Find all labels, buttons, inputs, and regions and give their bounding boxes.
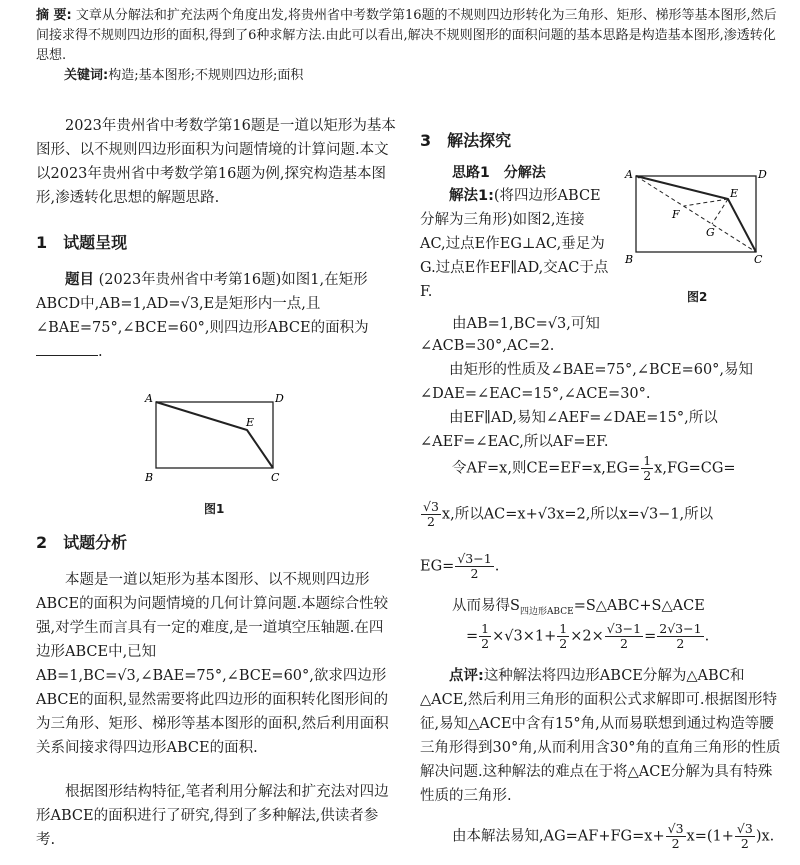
- left-intro: [36, 114, 396, 210]
- abstract-text: 文章从分解法和扩充法两个角度出发,将贵州省中考数学第16题的不规则四边形转化为三角形、矩形、梯形等基本图形,然后间接求得不规则四边形的面积,得到了6种求解方法.由此可以看出,解决不规则图形的面积问题的基本思路是构造基本图形,渗透转化思想.: [36, 8, 777, 63]
- fig1-rectangle: [156, 402, 273, 468]
- line-rect-property: 由矩形的性质及∠BAE=75°,∠BCE=60°,易知∠DAE=∠EAC=15°,∠ACE=30°.: [420, 362, 754, 402]
- problem-label: 题目: [65, 272, 94, 288]
- fig2-segment-EF: [684, 199, 728, 206]
- line-acb: ∠ACB=30°,AC=2.: [420, 338, 555, 354]
- fig1-label-A: A: [145, 392, 153, 405]
- line-ac-sum: $\frac{√3}{2}$ x,所以AC=x+√3x=2,所以x=√3−1,所以: [423, 499, 714, 529]
- line-eg-value: EG= $\frac{√3-1}{2}$ .: [420, 551, 500, 581]
- fig1-label-E: E: [246, 416, 255, 429]
- problem-text: (2023年贵州省中考第16题)如图1,在矩形ABCD中,AB=1,AD=√3,E是矩形内一点,且∠BAE=75°,∠BCE=60°,则四边形ABCE的面积为: [36, 272, 369, 336]
- line-area-computation: = $\frac{1}{2}$ ×√3×1+ $\frac{1}{2}$ ×2× $\frac{√3-1}{2}$ = $\frac{2√3-1}{2}$ .: [466, 621, 710, 651]
- abstract-label: 摘 要:: [36, 8, 72, 23]
- line-area-formula: 从而易得$S_{四边形ABCE}=S\triangle ABC+S\triangle ACE$: [452, 598, 705, 617]
- abstract: [36, 6, 788, 66]
- keywords: [64, 66, 303, 86]
- fig1-quadrilateral-edge: [156, 402, 273, 468]
- analysis-paragraph-1: 本题是一道以矩形为基本图形、以不规则四边形ABCE的面积为问题情境的几何计算问题.本题综合性较强,对学生而言具有一定的难度,是一道填空压轴题.在四边形ABCE中,已知AB=1,BC=√3,∠BAE=75°,∠BCE=60°,欲求四边形ABCE的面积,显然需要将此四边形的面积转化图形间的为三角形、矩形、梯形等基本图形的面积,然后利用面积关系间接求得四边形ABCE的面积.: [36, 572, 389, 756]
- problem-statement: 题目 (2023年贵州省中考第16题)如图1,在矩形ABCD中,AB=1,AD=√3,E是矩形内一点,且∠BAE=75°,∠BCE=60°,则四边形ABCE的面积为.: [36, 272, 369, 360]
- fig2-segment-EG: [712, 199, 728, 224]
- fraction-root3-half: $\frac{√3}{2}$: [423, 499, 439, 529]
- line-ag-value: 由本解法易知,AG=AF+FG=x+ $\frac{√3}{2}$ x=(1+ $\frac{√3}{2}$ )x.: [452, 821, 775, 851]
- analysis-paragraph-2: 根据图形结构特征,笔者利用分解法和扩充法对四边形ABCE的面积进行了研究,得到了多种解法,供读者参考.: [36, 784, 389, 848]
- fig2-label-F: F: [672, 208, 680, 221]
- section-2-heading: 2 试题分析: [36, 533, 128, 552]
- fig2-label-B: B: [625, 253, 634, 266]
- section-3-heading: 3 解法探究: [420, 131, 512, 150]
- keywords-label: 关键词:: [64, 68, 109, 83]
- figure-1-caption: 图1: [204, 502, 225, 516]
- fig1-label-C: C: [271, 471, 280, 484]
- area-result-fraction: $\frac{2√3-1}{2}$: [659, 621, 702, 651]
- section-1-heading: 1 试题呈现: [36, 233, 128, 252]
- line-let-af: 令AF=x,则CE=EF=x,EG= $\frac{1}{2}$ x,FG=CG=: [452, 453, 736, 483]
- fig2-label-E: E: [730, 187, 739, 200]
- comment-label: 点评:: [449, 668, 484, 684]
- fig2-label-A: A: [625, 168, 633, 181]
- fig1-label-B: B: [145, 471, 154, 484]
- idea-1-heading: 思路1 分解法: [452, 165, 546, 181]
- fraction-root3-minus1-half: $\frac{√3-1}{2}$: [457, 551, 492, 581]
- fraction-one-half: $\frac{1}{2}$: [643, 453, 652, 483]
- fig2-label-G: G: [706, 226, 715, 239]
- method-1-text: 解法1:(将四边形ABCE分解为三角形)如图2,连接AC,过点E作EG⊥AC,垂足为G.过点E作EF∥AD,交AC于点F.: [420, 188, 609, 300]
- figure-1: [140, 388, 290, 488]
- answer-blank: [36, 341, 98, 356]
- fig2-label-D: D: [758, 168, 767, 181]
- line-ab-bc: 由AB=1,BC=√3,可知: [452, 316, 600, 332]
- method-1-label: 解法1:: [449, 188, 494, 204]
- comment-paragraph: 点评:这种解法将四边形ABCE分解为△ABC和△ACE,然后利用三角形的面积公式求解即可.根据图形特征,易知△ACE中含有15°角,从而易联想到通过构造等腰三角形得到30°角,从而利用含30°角的直角三角形的性质解决问题.这种解法的难点在于将△ACE分解为具有特殊性质的三角形.: [420, 668, 781, 804]
- line-ef-parallel: 由EF∥AD,易知∠AEF=∠DAE=15°,所以∠AEF=∠EAC,所以AF=EF.: [420, 410, 718, 450]
- fig1-label-D: D: [275, 392, 284, 405]
- intro-paragraph: 2023年贵州省中考数学第16题是一道以矩形为基本图形、以不规则四边形面积为问题情境的计算问题.本文以2023年贵州省中考数学第16题为例,探究构造基本图形,渗透转化思想的解题思路.: [36, 118, 396, 206]
- keywords-text: 构造;基本图形;不规则四边形;面积: [108, 68, 304, 83]
- figure-2-caption: 图2: [687, 290, 708, 304]
- fig2-label-C: C: [754, 253, 763, 266]
- figure-2: [622, 166, 772, 266]
